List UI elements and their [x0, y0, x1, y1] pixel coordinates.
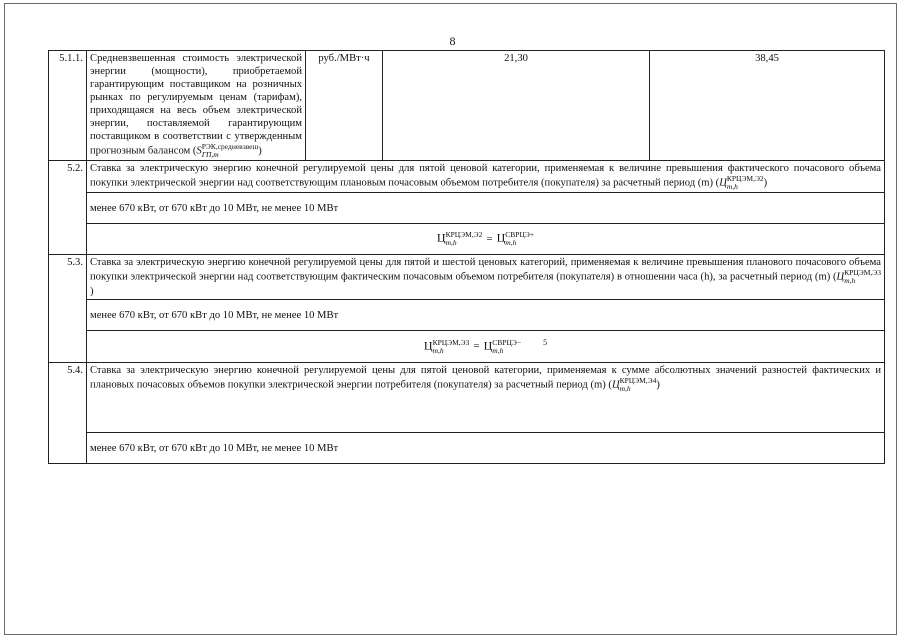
formula-rhs-indices: [505, 231, 534, 247]
row-text: Ставка за электрическую энергию конечной регулируемой цены для пятой и шестой ценовых категорий, применяемая к величине превышения планового почасового объема покупки электрической энергии над соответствующим фактическим почасовым объемом потребителя (покупателя) в отношении часа (h), за расчетный период (m) (: [90, 257, 881, 283]
formula-lhs-sup: КРЦЭМ,Э3: [432, 337, 470, 347]
row-number: 5.2.: [49, 161, 87, 255]
page-number: 8: [449, 34, 456, 48]
symbol-subscript: m,h: [619, 384, 631, 393]
formula-lhs-sup: КРЦЭМ,Э2: [445, 230, 483, 239]
symbol-indices: [202, 143, 259, 159]
table-row: [49, 224, 885, 255]
symbol-indices: [620, 377, 657, 393]
symbol-indices: [727, 175, 764, 191]
formula-rhs: Ц: [496, 230, 506, 245]
formula-rhs-sub: m,h: [492, 345, 504, 355]
row-number: 5.4.: [49, 363, 87, 464]
table-row: [49, 331, 885, 363]
row-number: 5.3.: [49, 255, 87, 363]
symbol-indices: [844, 269, 881, 285]
formula-cell: [87, 331, 885, 363]
symbol: Ц: [836, 271, 845, 283]
power-range-cell: менее 670 кВт, от 670 кВт до 10 МВт, не менее 10 МВт: [87, 193, 885, 224]
formula-cell: [87, 224, 885, 255]
table-row: [49, 161, 885, 193]
table-row: [49, 51, 885, 161]
closing-paren: ): [656, 379, 660, 391]
symbol: Ц: [719, 177, 727, 189]
symbol-superscript: КРЦЭМ,Э4: [619, 376, 657, 385]
symbol-subscript: m,h: [844, 276, 856, 285]
formula-lhs-sub: m,h: [445, 238, 457, 247]
formula-rhs-indices: [492, 339, 521, 355]
closing-paren: ): [258, 145, 262, 157]
tariff-table: [48, 50, 885, 464]
footnote-mark: 5: [543, 338, 548, 348]
symbol-superscript: РЭК,средневзвеш: [201, 142, 259, 151]
formula-equals: =: [486, 232, 493, 245]
formula-lhs-sub: m,h: [432, 345, 444, 355]
closing-paren: ): [90, 286, 94, 297]
row-text: Средневзвешенная стоимость электрической энергии (мощности), приобретаемой гарантирующим поставщиком на розничных рынках по регулируемым ценам (тарифам), приходящаяся на весь объем электрической энергии, поставляемой гарантирующим поставщиком в соответствии с утвержденным прогнозным балансом (: [90, 53, 302, 157]
table-row: [49, 433, 885, 464]
formula-rhs-sup: СВРЦЭ+: [505, 230, 535, 239]
power-range-cell: менее 670 кВт, от 670 кВт до 10 МВт, не менее 10 МВт: [87, 300, 885, 331]
formula-lhs-indices: [433, 339, 470, 355]
formula-lhs: Ц: [436, 230, 446, 245]
row-number: 5.1.1.: [49, 51, 87, 161]
unit-cell: руб./МВт·ч: [306, 51, 383, 161]
formula-equals: =: [473, 340, 480, 353]
row-text: Ставка за электрическую энергию конечной регулируемой цены для пятой ценовой категории, применяемая к величине превышения фактического почасового объема покупки электрической энергии над соответствующим плановым почасовым объемом потребителя (покупателя) за расчетный период (m) (: [90, 163, 881, 189]
symbol-subscript: m,h: [726, 182, 738, 191]
formula-rhs-sub: m,h: [505, 238, 517, 247]
row-description: [87, 255, 885, 300]
row-description: [87, 161, 885, 193]
formula-rhs: Ц: [483, 338, 493, 353]
row-description: [87, 363, 885, 433]
value-cell: 38,45: [650, 51, 885, 161]
symbol-superscript: КРЦЭМ,Э3: [844, 268, 881, 277]
power-range-cell: менее 670 кВт, от 670 кВт до 10 МВт, не менее 10 МВт: [87, 433, 885, 464]
symbol-superscript: КРЦЭМ,Э2: [726, 174, 764, 183]
symbol: Ц: [611, 379, 620, 391]
value-cell: 21,30: [383, 51, 650, 161]
formula-rhs-sup: СВРЦЭ−: [492, 337, 522, 347]
row-description: [87, 51, 306, 161]
symbol: S: [196, 145, 202, 157]
formula-lhs-indices: [446, 231, 483, 247]
table-row: [49, 255, 885, 300]
table-row: [49, 193, 885, 224]
formula-lhs: Ц: [423, 338, 433, 353]
row-text: Ставка за электрическую энергию конечной регулируемой цены для пятой ценовой категории, применяемая к сумме абсолютных значений разностей фактических и плановых почасовых объемов покупки электрической энергии потребителя (покупателя) за расчетный период (m) (: [90, 365, 881, 391]
table-row: [49, 300, 885, 331]
symbol-subscript: ГП,m: [201, 150, 219, 159]
closing-paren: ): [763, 177, 768, 189]
table-row: [49, 363, 885, 433]
